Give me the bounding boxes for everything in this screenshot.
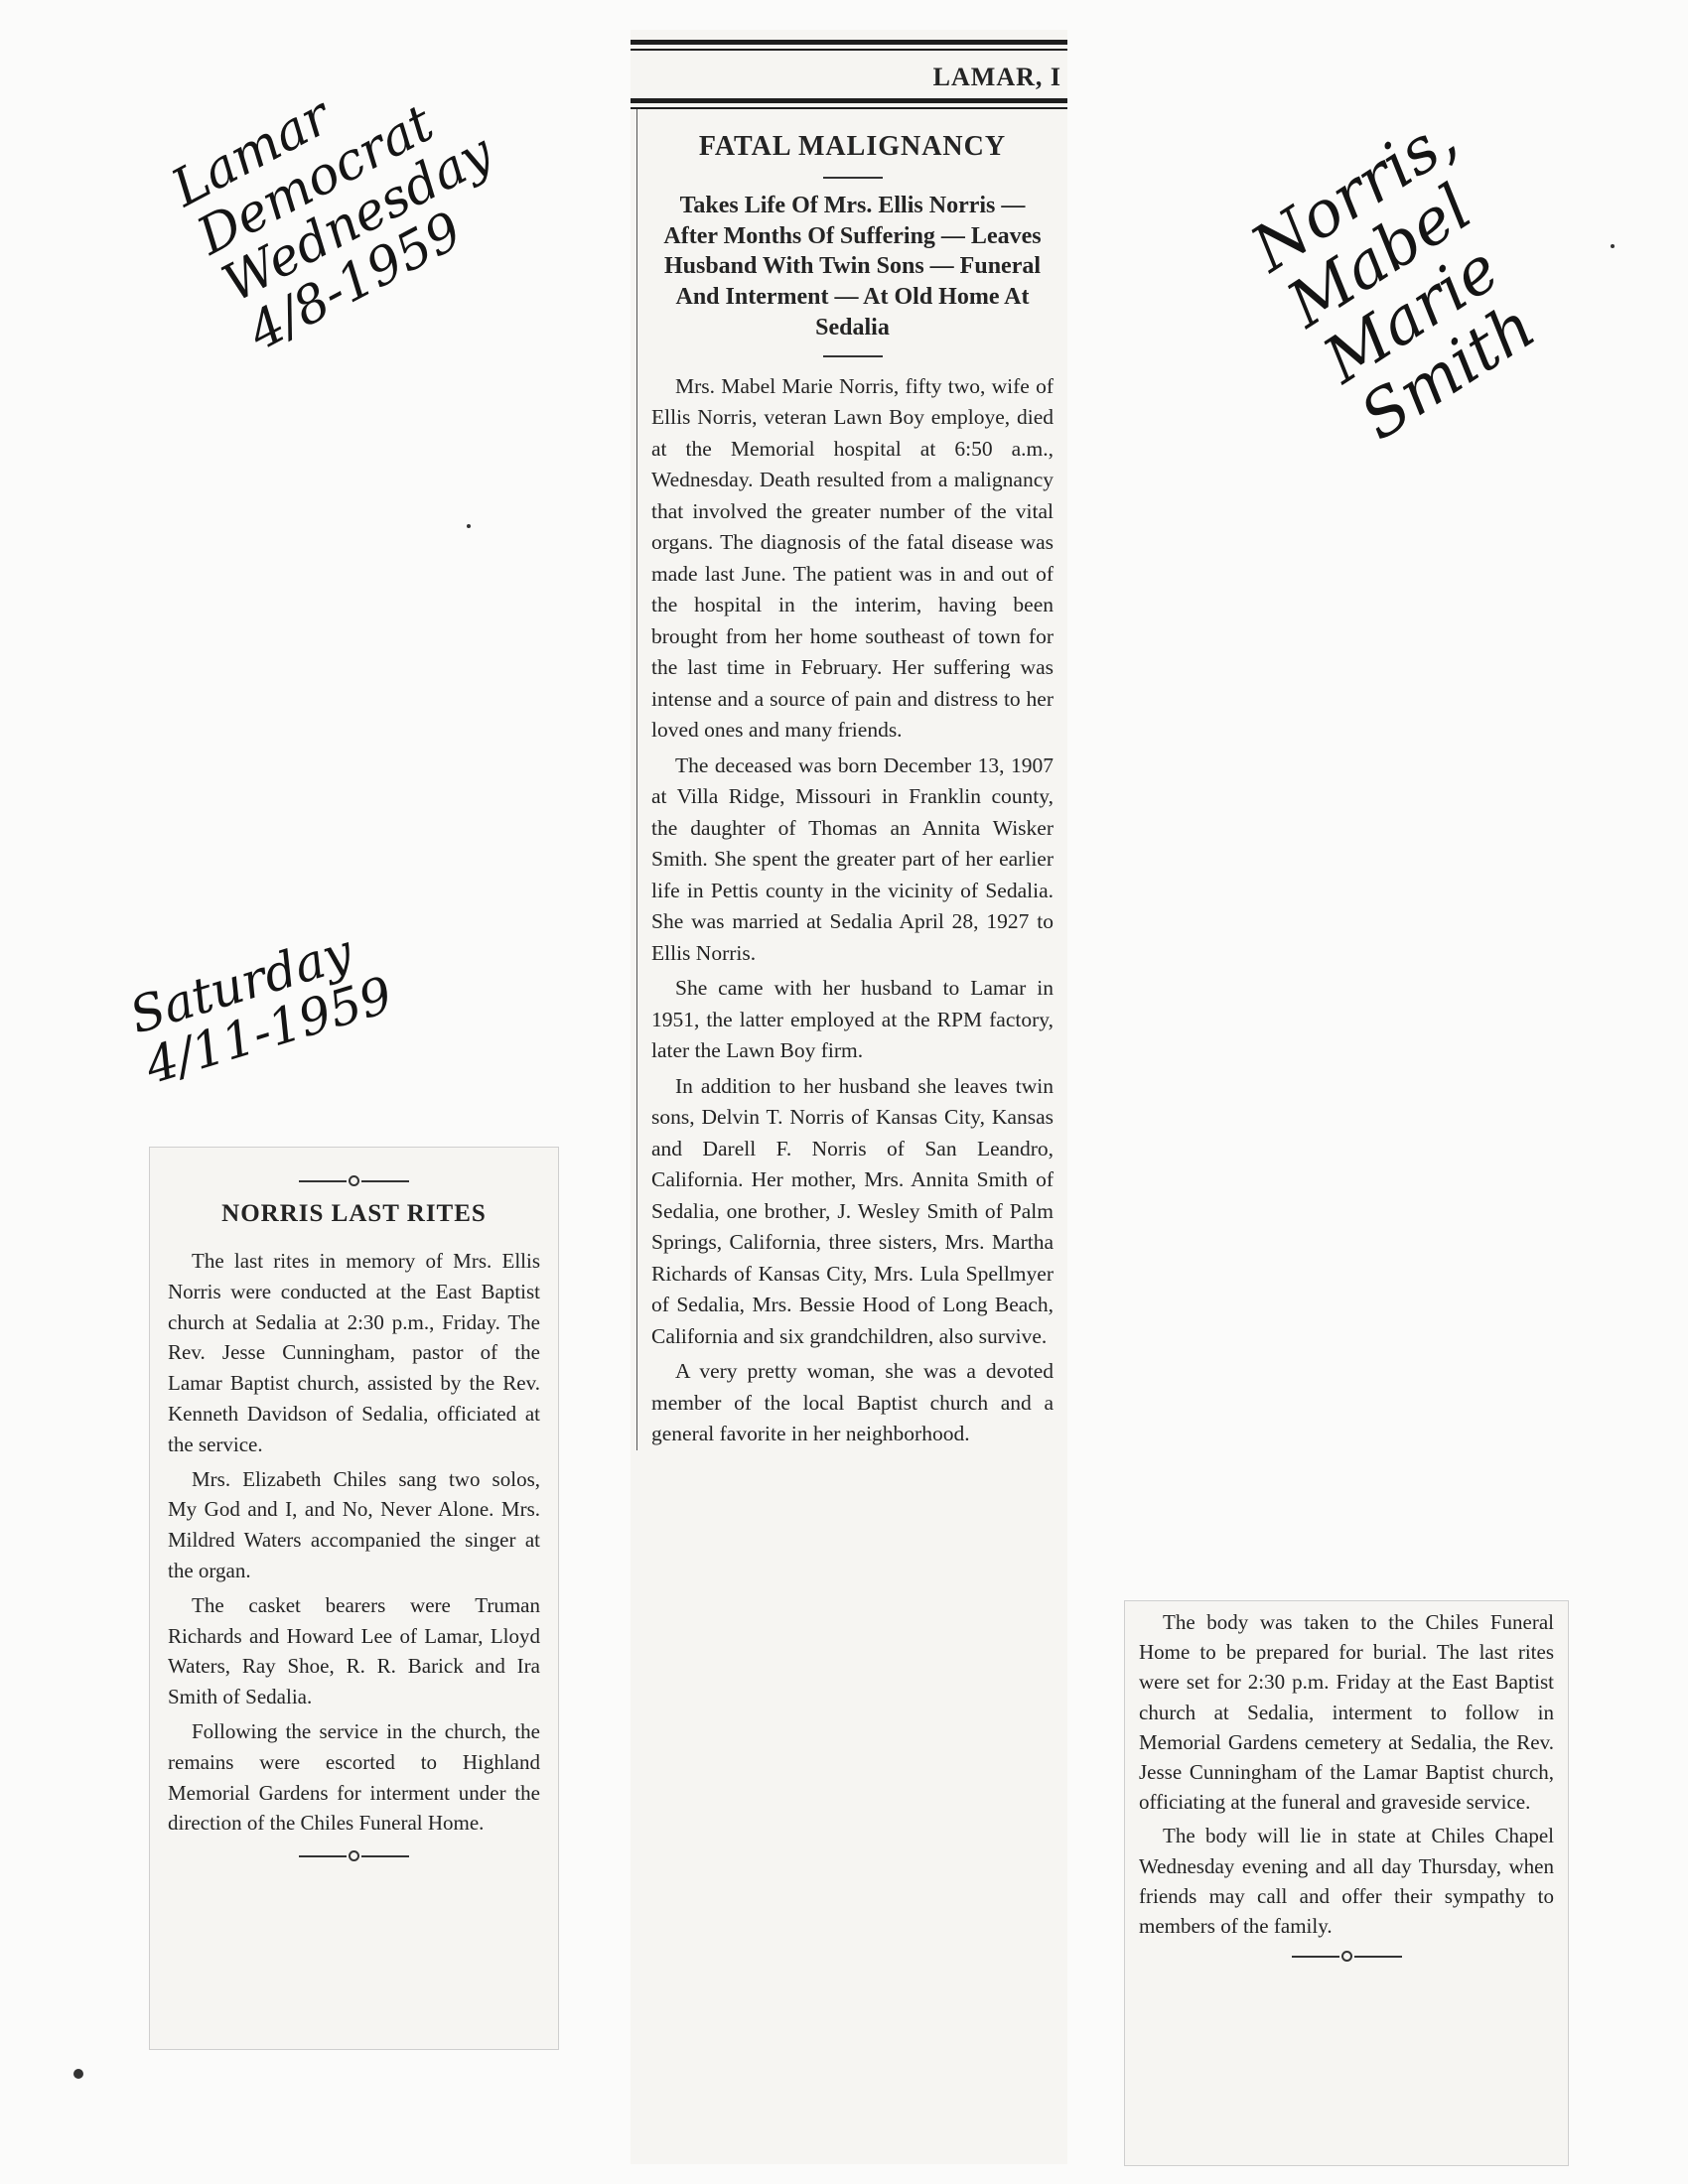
body-paragraph: The body will lie in state at Chiles Chapel Wednesday evening and all day Thursday, when friends may call and offer their sympathy to members of the family. <box>1139 1824 1554 1939</box>
body-paragraph: Mrs. Elizabeth Chiles sang two solos, My God and I, and No, Never Alone. Mrs. Mildred Waters accompanied the singer at the organ. <box>168 1466 540 1582</box>
continuation-clipping <box>1124 1600 1569 2166</box>
body-paragraph: She came with her husband to Lamar in 1951, the latter employed at the RPM factory, later the Lawn Boy firm. <box>651 976 1054 1063</box>
last-rites-headline: NORRIS LAST RITES <box>221 1200 487 1227</box>
handwritten-saturday-date: Saturday 4/11-1959 <box>123 922 399 1095</box>
continuation-body <box>1139 1607 1554 1941</box>
body-paragraph: The last rites in memory of Mrs. Ellis Norris were conducted at the East Baptist church at Sedalia at 2:30 p.m., Friday. The Rev. Jesse Cunningham, pastor of the Lamar Baptist church, assisted by the Rev. Kenneth Davidson of Sedalia, officiated at the service. <box>168 1249 540 1456</box>
headline-divider <box>823 177 883 179</box>
body-paragraph: In addition to her husband she leaves twin sons, Delvin T. Norris of Kansas City, Kansas and Darell F. Norris of San Leandro, California. Her mother, Mrs. Annita Smith of Sedalia, one brother, J. Wesley Smith of Palm Springs, California, three sisters, Mrs. Martha Richards of Kansas City, Mrs. Lula Spellmyer of Sedalia, Mrs. Bessie Hood of Long Beach, California and six grandchildren, also survive. <box>651 1073 1054 1348</box>
end-ornament <box>1139 1951 1554 1962</box>
body-paragraph: The casket bearers were Truman Richards and Howard Lee of Lamar, Lloyd Waters, Ray Shoe, R. R. Barick and Ira Smith of Sedalia. <box>168 1592 540 1709</box>
obituary-body <box>651 371 1054 1450</box>
last-rites-body <box>168 1246 540 1839</box>
handwritten-newspaper-note: Lamar Democrat Wednesday 4/8-1959 <box>162 86 503 362</box>
obituary-headline: FATAL MALIGNANCY <box>698 131 1007 162</box>
body-paragraph: A very pretty woman, she was a devoted member of the local Baptist church and a general favorite in her neighborhood. <box>651 1359 1054 1446</box>
bottom-ornament <box>168 1850 540 1861</box>
scan-speck <box>1611 244 1615 248</box>
scan-speck <box>73 2069 83 2079</box>
handwritten-name-note: Norris, Mabel Marie Smith <box>1238 100 1548 455</box>
last-rites-clipping <box>149 1147 559 2050</box>
body-paragraph: The deceased was born December 13, 1907 at Villa Ridge, Missouri in Franklin county, the daughter of Thomas an Annita Wisker Smith. She spent the greater part of her earlier life in Pettis county in the vicinity of Sedalia. She was married at Sedalia April 28, 1927 to Ellis Norris. <box>651 752 1054 965</box>
body-paragraph: Mrs. Mabel Marie Norris, fifty two, wife of Ellis Norris, veteran Lawn Boy employe, died at the Memorial hospital at 6:50 a.m., Wednesday. Death resulted from a malignancy that involved the greater number of the vital organs. The diagnosis of the fatal disease was made last June. The patient was in and out of the hospital in the interim, having been brought from her home southeast of town for the last time in February. Her suffering was intense and a source of pain and distress to her loved ones and many friends. <box>651 373 1054 743</box>
top-ornament <box>168 1175 540 1186</box>
masthead-rule-bottom <box>631 98 1067 103</box>
masthead-rule-top <box>631 40 1067 45</box>
deck-divider <box>823 355 883 357</box>
obituary-deck: Takes Life Of Mrs. Ellis Norris — After Months Of Suffering — Leaves Husband With Twin Sons — Funeral And Interment — At Old Home At Sedalia <box>663 193 1042 341</box>
masthead-text: LAMAR, I <box>932 63 1061 91</box>
body-paragraph: The body was taken to the Chiles Funeral Home to be prepared for burial. The last rites were set for 2:30 p.m. Friday at the East Baptist church at Sedalia, interment to follow in Memorial Gardens cemetery at Sedalia, the Rev. Jesse Cunningham of the Lamar Baptist church, officiating at the funeral and graveside service. <box>1139 1610 1554 1815</box>
scan-speck <box>467 524 471 528</box>
main-obituary-clipping <box>631 30 1067 2164</box>
body-paragraph: Following the service in the church, the remains were escorted to Highland Memorial Gardens for interment under the direction of the Chiles Funeral Home. <box>168 1718 540 1836</box>
